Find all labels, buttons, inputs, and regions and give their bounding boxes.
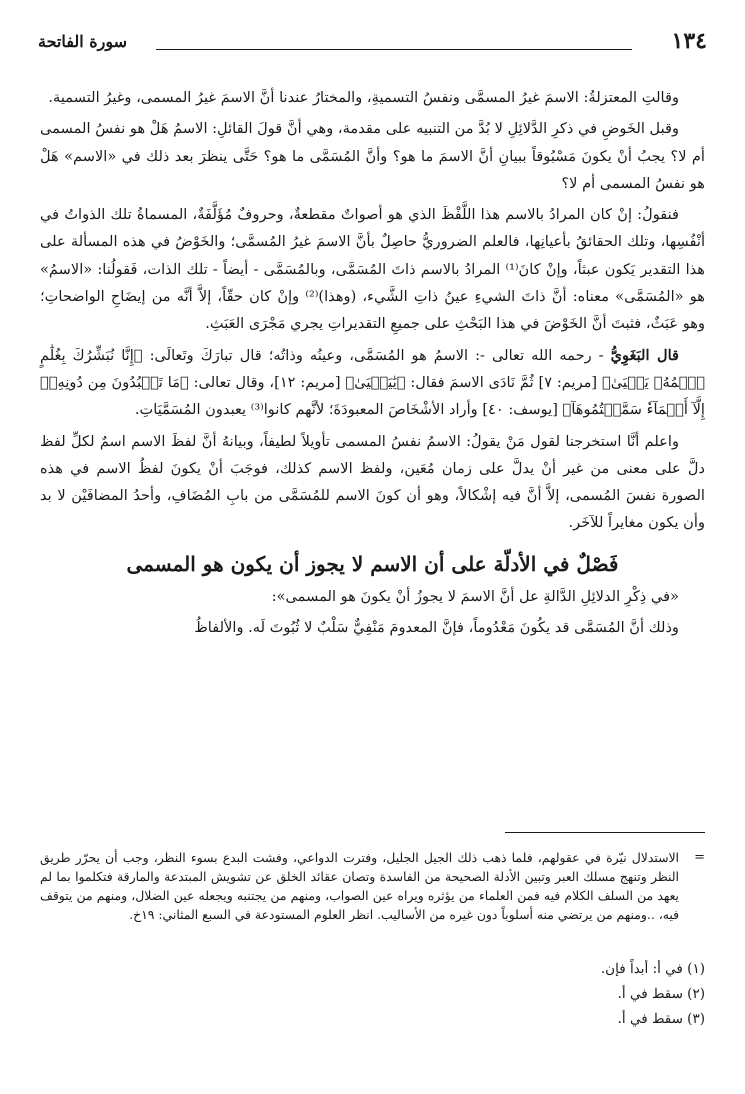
paragraph-4-text: - رحمه الله تعالى -: الاسمُ هو المُسَمَّى، وعينُه وذاتُه؛ قال تبارَكَ وتَعالَى: ﴿إِنَّا نُبَشِّرُكَ بِغُلَٰمٍ ٱسۡمُهُۥ يَحۡيَىٰ﴾ [مريم: ٧] ثُمَّ نَادَى الاسمَ فقال: ﴿يَٰيَحۡيَىٰ﴾ [مريم: ١٢]، وقال تعالى: ﴿مَا تَعۡبُدُونَ مِن دُونِهِۦٓ إِلَّآ أَسۡمَآءٗ سَمَّيۡتُمُوهَآ﴾ [يوسف: ٤٠] وأراد الأشْخَاصَ المعبودَةَ؛ لأنَّهم كانوا⁽³⁾ يعبدون المُسَمَّيَاتِ. bbox=[40, 346, 705, 419]
paragraph-7: وذلك أنَّ المُسَمَّى قد يكُونَ مَعْدُوماً، فإنَّ المعدومَ مَنْفِيٌّ سَلْبٌ لا ثُبُوتَ لَه. والألفاظُ bbox=[194, 619, 679, 637]
paragraph-5: واعلم أنَّا استخرجنا لقول مَنْ يقولُ: الاسمُ نفسُ المسمى تأويلاً لطيفاً، وبيانهُ أنَّ لفظَ الاسم اسمٌ لكلِّ لفظ دلَّ على معنى من غير أنْ يدلَّ على زمان مُعَين، ولفظ الاسم كذلك، فوجَبَ أنْ يكونَ لفظُ الاسم في هذه الصورة نفسَ المُسمى، إلاَّ أنَّ فيه إشْكالاً، وهو أن كونَ الاسم للمُسَمَّى من بابِ المُضَافِ، وأحدُ المضافَيْن لا بد وأن يكون مغايراً للآخَر. bbox=[40, 432, 705, 532]
baghawi-lead: قال البَغَوِيُّ bbox=[610, 346, 679, 364]
section-title: فَصْلٌ في الأدلّة على أن الاسم لا يجوز أن يكون هو المسمى bbox=[126, 551, 619, 576]
paragraph-2: وقبل الخَوضِ في ذكرِ الدَّلائِلِ لا بُدَّ من التنبيه على مقدمة، وهي أنَّ قولَ القائلِ: الاسمُ هَلْ هو نفسُ المسمى أم لا؟ يجبُ أنْ يكونَ مَسْبُوقاً ببيانِ أنَّ الاسمَ ما هو؟ وأنَّ المُسَمَّى ما هو؟ حَتَّى ينظرَ بعد ذلك في «الاسم» هَلْ هو نفسُ المسمى أم لا؟ bbox=[40, 120, 705, 192]
paragraph-6: «في ذِكْرِ الدلائِلِ الدَّالةِ عل أنَّ الاسمَ لا يجوزُ أنْ يكونَ هو المسمى»: bbox=[271, 587, 679, 605]
footnote-rule bbox=[505, 832, 705, 833]
page-number: ١٣٤ bbox=[671, 28, 707, 54]
footnote-1: (١) في أ: أبداً فإن. bbox=[600, 961, 705, 977]
footnote-3: (٣) سقط في أ. bbox=[617, 1011, 705, 1027]
paragraph-3: فنقولُ: إنْ كان المرادُ بالاسم هذا اللَّفْظَ الذي هو أصواتٌ مقطعةٌ، وحروفٌ مُؤَلَّفَةٌ، المسماةُ تلك الذواتُ في أنْفُسِها، وتلك الحقائقُ بأعيانِها، فالعلم الضروريُّ حاصِلٌ بأنَّ الاسمَ غيرُ المُسمَّى؛ والخَوْضُ في هذه المسألة على هذا التقدير يَكون عبثاً، وإنْ كانَ⁽¹⁾ المرادُ بالاسم ذاتَ المُسَمَّى، وبالمُسَمَّى - أيضاً - تلك الذات، فَقولُنا: «الاسمُ» هو «المُسَمَّى» معناه: أنَّ ذاتَ الشيءِ عينُ ذاتِ الشَّيء، (وهذا)⁽²⁾ وإنْ كان حقّاً، إلاَّ أنَّه من إيضَاحِ الواضحاتِ؛ وهو عَبَثٌ، فثبتَ أنَّ الخَوْضَ في هذا البَحْثِ على جميعِ التقديراتِ يجري مَجْرَى العَبَثِ. bbox=[40, 206, 705, 333]
footnote-list bbox=[40, 957, 705, 1032]
continuation-mark: = bbox=[694, 850, 705, 865]
paragraph-1: وقالتِ المعتزلةُ: الاسمَ غيرُ المسمَّى ونفسُ التسميةِ، والمختارُ عندنا أنَّ الاسمَ غيرُ المسمى، وغيرُ التسمية. bbox=[48, 89, 679, 106]
footnote-2: (٢) سقط في أ. bbox=[617, 986, 705, 1002]
header-rule bbox=[156, 49, 632, 50]
page-header bbox=[38, 28, 707, 56]
footnote-continuation bbox=[40, 848, 705, 924]
continuation-text: الاستدلال نيّرة في عقولهم، فلما ذهب ذلك الجيل الجليل، وفترت الدواعي، وفشت البدع بسوء النظر، وجب أن يحرّر طريق النظر وتنهج مسلك العبر وتبين الأدلة الصحيحة من الفاسدة وتصان عقائد الخلق عن تشويش المبتدعة والمارقة فتكلموا بما لم يعهد من السلف الكلام فيه فمن العلماء من يؤثره ويراه عين الصواب، ومنهم من يجتنبه ويجعله عين الضلال، ومنهم من يتوقف فيه، ..ومنهم من يرتضي منه أسلوباً دون غيره من الأساليب. انظر العلوم المستودعة في السبع المثاني: ١٩خ. bbox=[40, 850, 679, 922]
main-text bbox=[40, 84, 705, 645]
paragraph-4 bbox=[40, 342, 705, 424]
surah-title: سورة الفاتحة bbox=[38, 32, 127, 51]
